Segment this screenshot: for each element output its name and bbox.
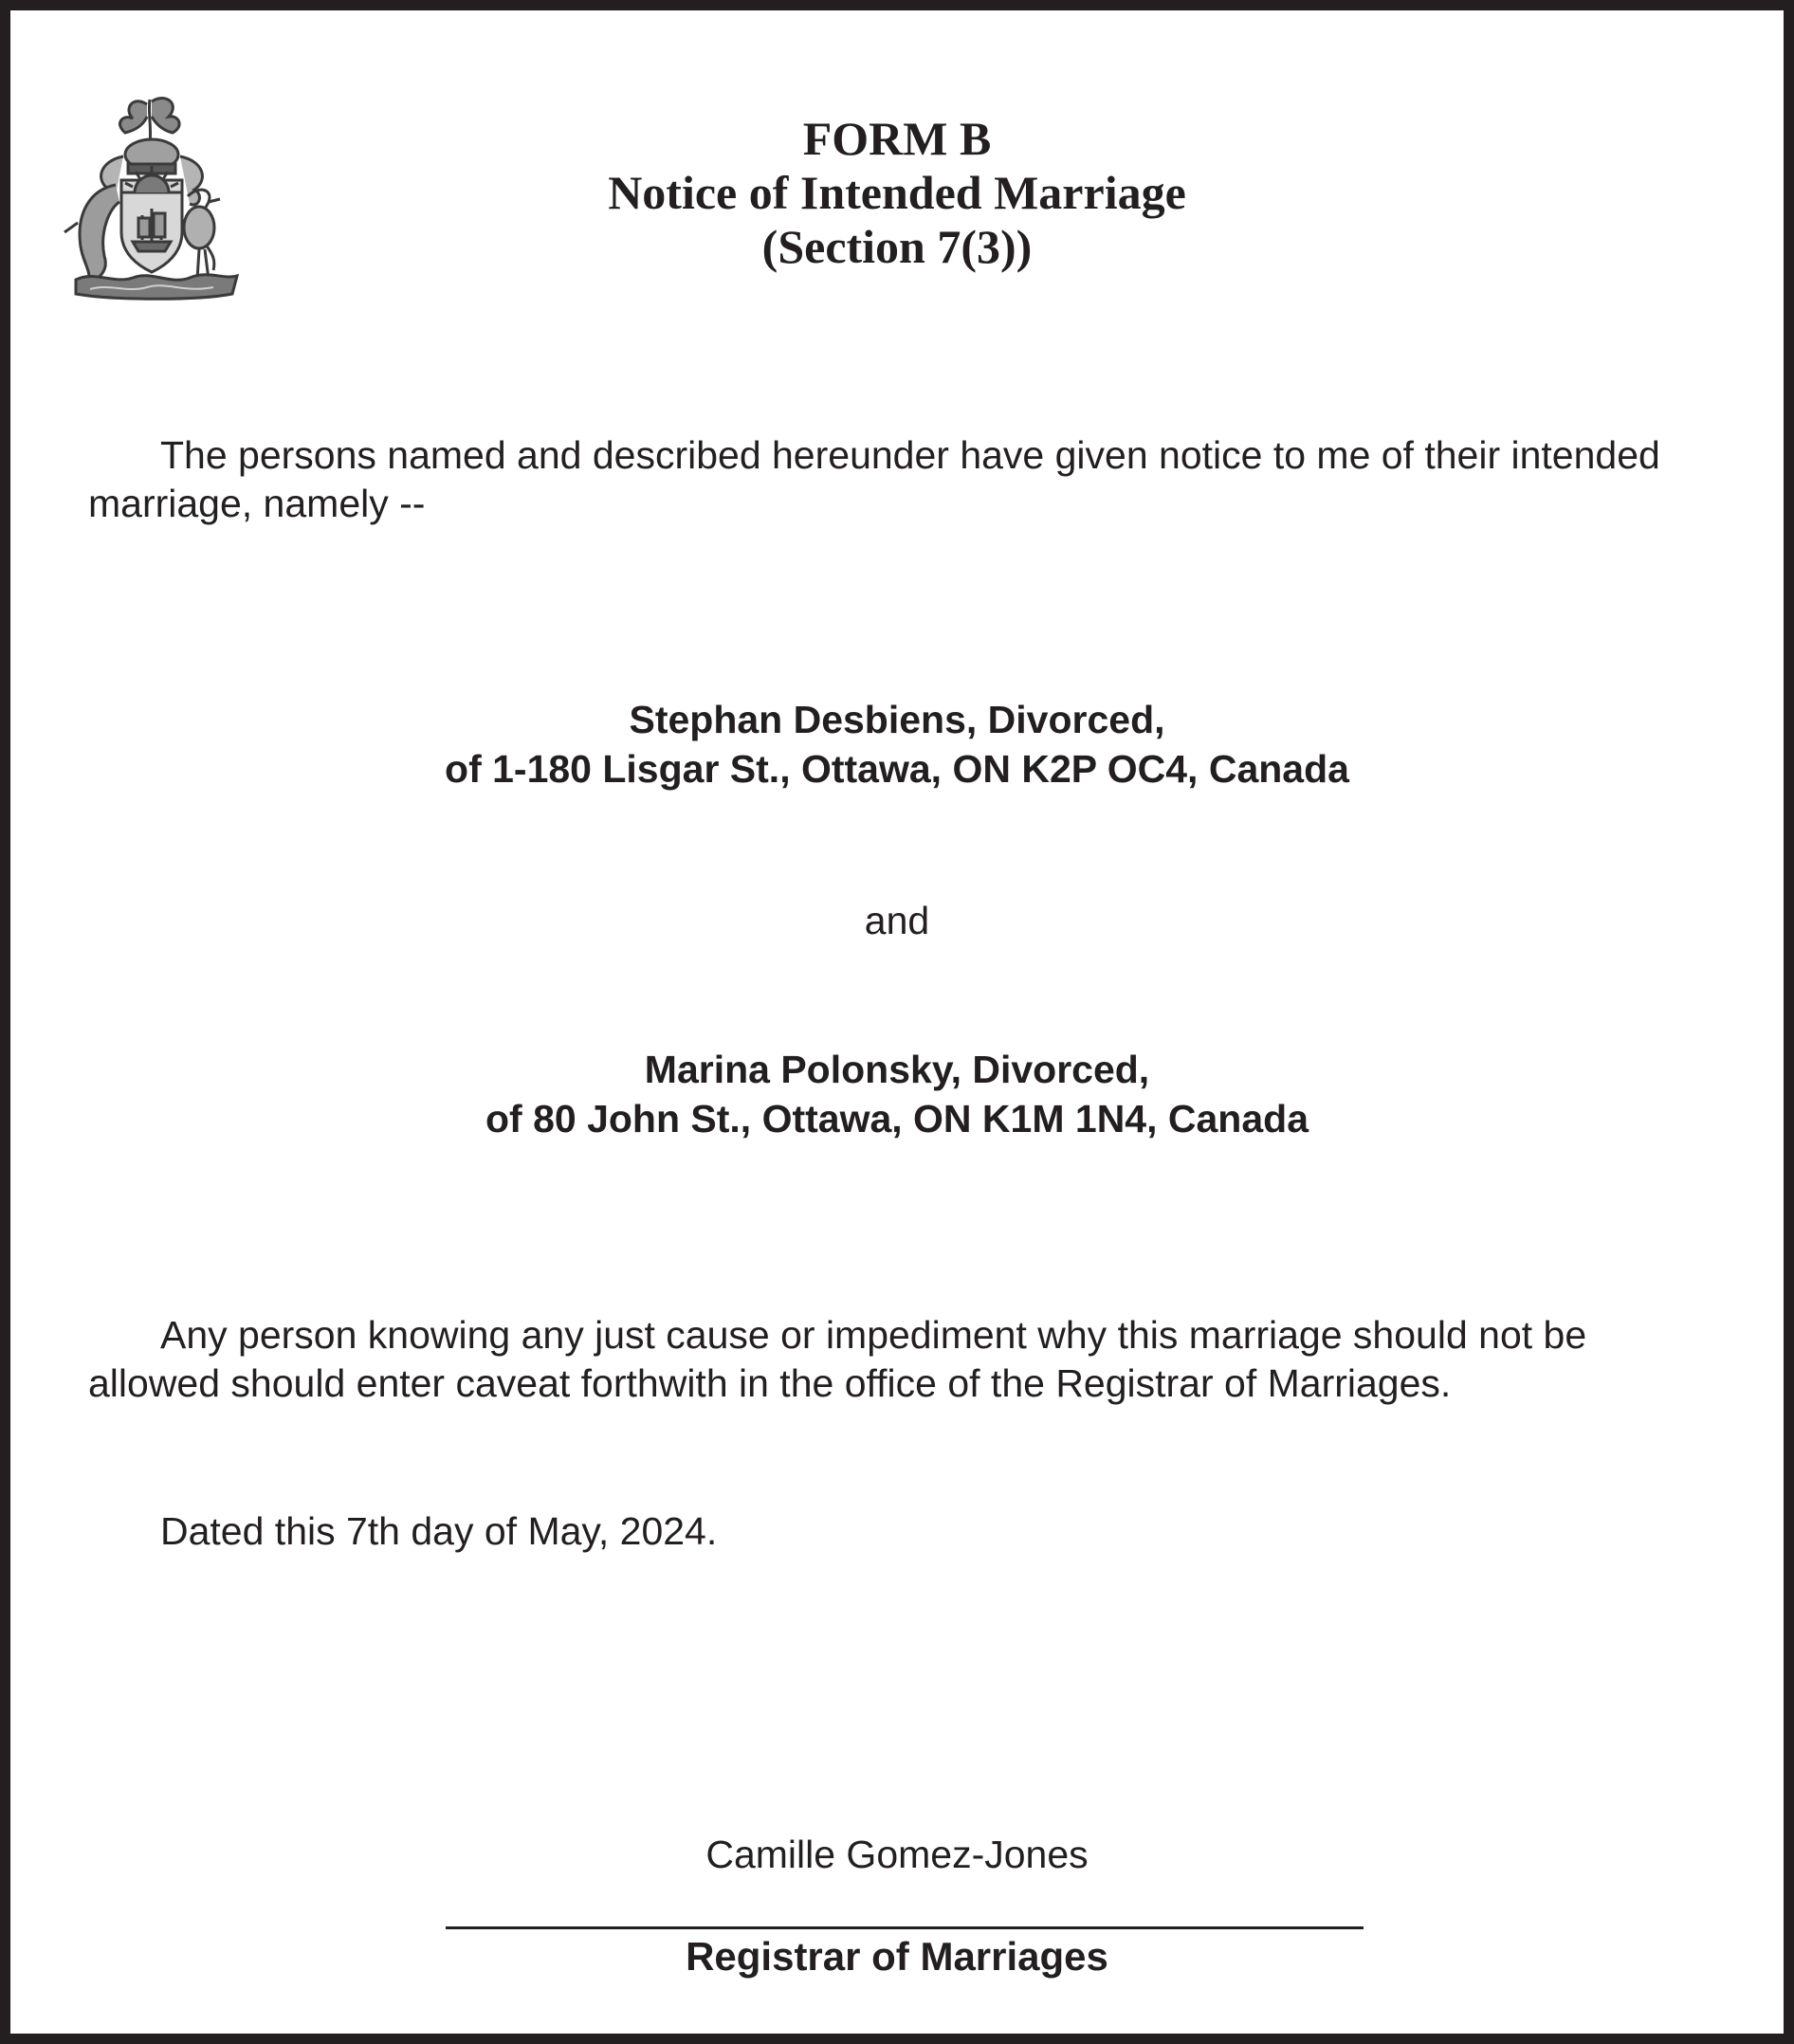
form-title: Notice of Intended Marriage [608,166,1186,219]
dated-line: Dated this 7th day of May, 2024. [160,1509,718,1553]
conjunction-text: and [864,899,930,942]
party-two-address: of 80 John St., Ottawa, ON K1M 1N4, Canada [485,1097,1309,1141]
party-two [0,1045,1794,1143]
signer-title: Registrar of Marriages [686,1934,1108,1979]
caveat-paragraph: Any person knowing any just cause or impediment why this marriage should not be allowed should enter caveat forthwith in the office of the Registrar of Marriages. [88,1313,1587,1405]
party-two-name: Marina Polonsky, Divorced, [644,1048,1150,1091]
form-number: FORM B [802,112,992,165]
party-one [0,695,1794,794]
form-header [0,112,1794,274]
form-section: (Section 7(3)) [761,220,1033,273]
intro-paragraph: The persons named and described hereunder have given notice to me of their intended marriage, namely -- [88,433,1660,525]
signature-line [446,1926,1364,1929]
party-one-address: of 1-180 Lisgar St., Ottawa, ON K2P OC4, Canada [445,747,1349,791]
signer-name: Camille Gomez-Jones [705,1833,1089,1876]
party-one-name: Stephan Desbiens, Divorced, [629,698,1165,741]
